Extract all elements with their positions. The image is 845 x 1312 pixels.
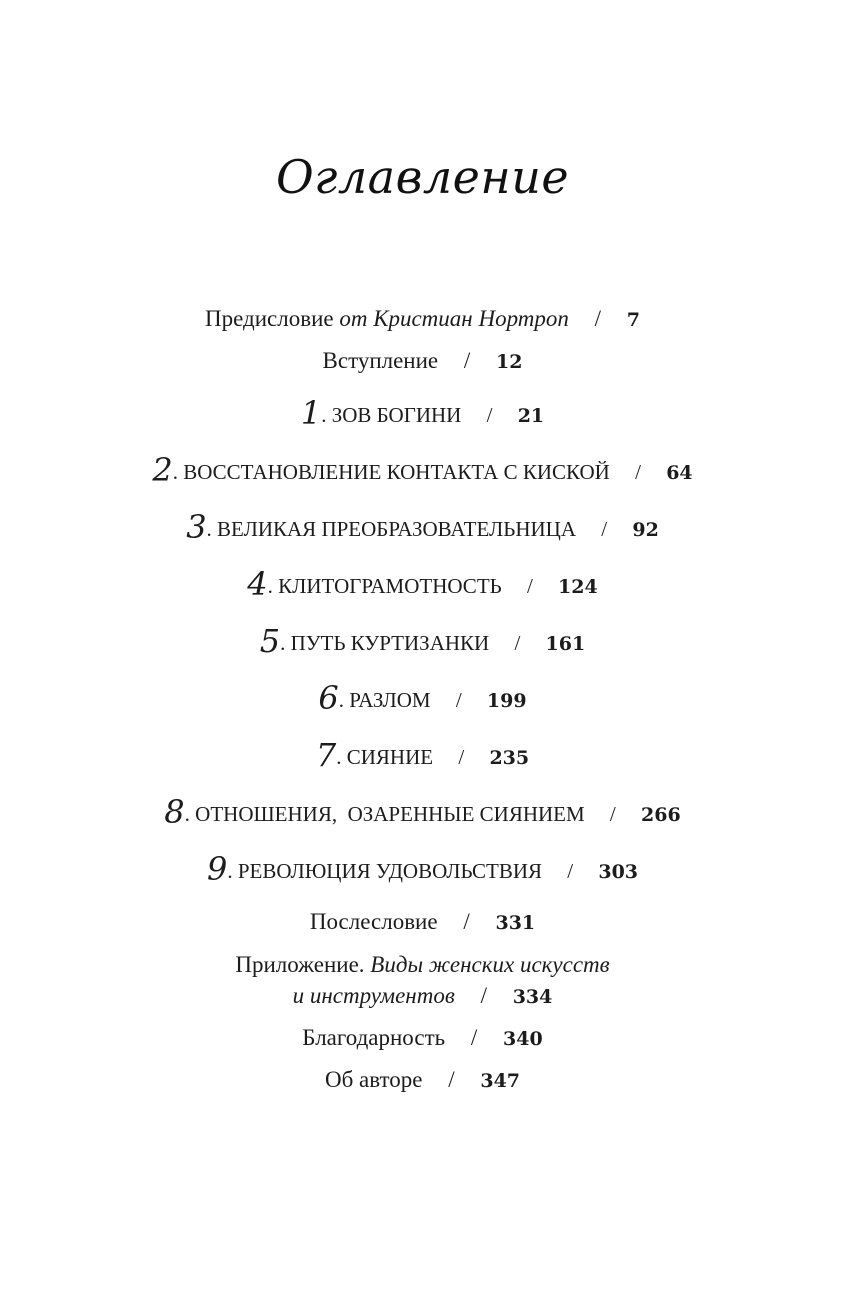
toc-entry-acknowledgements[interactable] bbox=[0, 1025, 845, 1051]
entry-label: ЗОВ БОГИНИ bbox=[331, 403, 462, 427]
chapter-dot: . bbox=[267, 574, 273, 598]
entry-separator: / bbox=[448, 1067, 455, 1092]
entry-separator: / bbox=[480, 983, 487, 1008]
chapter-dot: . bbox=[321, 403, 327, 427]
chapter-dot: . bbox=[172, 460, 178, 484]
chapter-number: 9 bbox=[206, 850, 228, 888]
toc-entry-chapter-4[interactable] bbox=[0, 565, 845, 603]
toc-entry-foreword[interactable] bbox=[0, 306, 845, 332]
entry-page: 347 bbox=[480, 1070, 521, 1092]
entry-label: ПУТЬ КУРТИЗАНКИ bbox=[290, 631, 490, 655]
entry-label: Приложение. bbox=[235, 952, 365, 977]
entry-label: Вступление bbox=[322, 348, 439, 373]
entry-label: Послесловие bbox=[309, 909, 438, 934]
toc-entry-chapter-6[interactable] bbox=[0, 679, 845, 717]
entry-page: 235 bbox=[489, 747, 530, 769]
toc-entry-chapter-3[interactable] bbox=[0, 508, 845, 546]
entry-separator: / bbox=[458, 745, 465, 769]
chapter-dot: . bbox=[206, 517, 212, 541]
entry-separator: / bbox=[463, 909, 470, 934]
entry-separator: / bbox=[463, 348, 471, 373]
entry-page: 161 bbox=[545, 633, 586, 655]
chapter-number: 4 bbox=[247, 565, 268, 603]
toc-entry-afterword[interactable] bbox=[0, 909, 845, 935]
entry-separator: / bbox=[594, 306, 602, 331]
chapter-number: 8 bbox=[164, 793, 185, 831]
entry-label: Предисловие bbox=[205, 306, 334, 331]
entry-label: ОТНОШЕНИЯ, ОЗАРЕННЫЕ СИЯНИЕМ bbox=[195, 802, 585, 826]
entry-page: 340 bbox=[503, 1028, 543, 1050]
chapter-dot: . bbox=[227, 859, 233, 883]
entry-author: от Кристиан Нортроп bbox=[339, 306, 569, 331]
entry-page: 266 bbox=[641, 804, 681, 826]
entry-page: 21 bbox=[517, 405, 545, 427]
entry-label: ВОССТАНОВЛЕНИЕ КОНТАКТА С КИСКОЙ bbox=[183, 460, 610, 484]
chapter-number: 6 bbox=[318, 679, 339, 717]
page-title: Оглавление bbox=[275, 150, 570, 204]
entry-label: СИЯНИЕ bbox=[346, 745, 434, 769]
entry-separator: / bbox=[486, 403, 493, 427]
entry-separator: / bbox=[609, 802, 616, 826]
toc-entry-about-author[interactable] bbox=[0, 1067, 845, 1093]
toc-entry-chapter-8[interactable] bbox=[0, 793, 845, 831]
chapter-dot: . bbox=[280, 631, 286, 655]
toc-entry-chapter-7[interactable] bbox=[0, 736, 845, 774]
entry-page: 124 bbox=[558, 576, 598, 598]
entry-separator: / bbox=[635, 460, 641, 484]
entry-label: Благодарность bbox=[302, 1025, 446, 1050]
chapter-number: 1 bbox=[300, 394, 322, 432]
toc-entry-appendix-line2[interactable] bbox=[0, 983, 845, 1009]
entry-page: 334 bbox=[512, 986, 553, 1008]
entry-separator: / bbox=[601, 517, 608, 541]
chapter-number: 3 bbox=[186, 508, 207, 546]
toc-entry-chapter-9[interactable] bbox=[0, 850, 845, 888]
toc-entry-appendix-line1[interactable] bbox=[0, 952, 845, 978]
entry-subtitle: Виды женских искусств bbox=[370, 952, 610, 977]
entry-separator: / bbox=[514, 631, 521, 655]
entry-page: 199 bbox=[486, 690, 527, 712]
toc-entry-chapter-5[interactable] bbox=[0, 622, 845, 660]
entry-separator: / bbox=[526, 574, 533, 598]
toc-entry-introduction[interactable] bbox=[0, 348, 845, 374]
entry-page: 12 bbox=[496, 351, 523, 373]
chapter-dot: . bbox=[184, 802, 190, 826]
entry-page: 303 bbox=[598, 861, 639, 883]
entry-label: Об авторе bbox=[324, 1067, 423, 1092]
chapter-number: 5 bbox=[259, 622, 281, 660]
entry-subtitle-cont: и инструментов bbox=[292, 983, 455, 1008]
entry-page: 331 bbox=[495, 912, 536, 934]
entry-page: 7 bbox=[626, 309, 640, 331]
toc-entry-chapter-1[interactable] bbox=[0, 394, 845, 432]
chapter-dot: . bbox=[338, 688, 344, 712]
entry-label: КЛИТОГРАМОТНОСТЬ bbox=[278, 574, 502, 598]
entry-label: РАЗЛОМ bbox=[349, 688, 431, 712]
entry-separator: / bbox=[470, 1025, 478, 1050]
chapter-number: 2 bbox=[152, 451, 173, 489]
entry-separator: / bbox=[455, 688, 462, 712]
entry-page: 64 bbox=[666, 462, 693, 484]
entry-label: РЕВОЛЮЦИЯ УДОВОЛЬСТВИЯ bbox=[237, 859, 543, 883]
chapter-dot: . bbox=[336, 745, 342, 769]
toc-entry-chapter-2[interactable] bbox=[0, 451, 845, 489]
entry-label: ВЕЛИКАЯ ПРЕОБРАЗОВАТЕЛЬНИЦА bbox=[217, 517, 577, 541]
chapter-number: 7 bbox=[315, 736, 337, 774]
entry-page: 92 bbox=[632, 519, 659, 541]
entry-separator: / bbox=[567, 859, 574, 883]
